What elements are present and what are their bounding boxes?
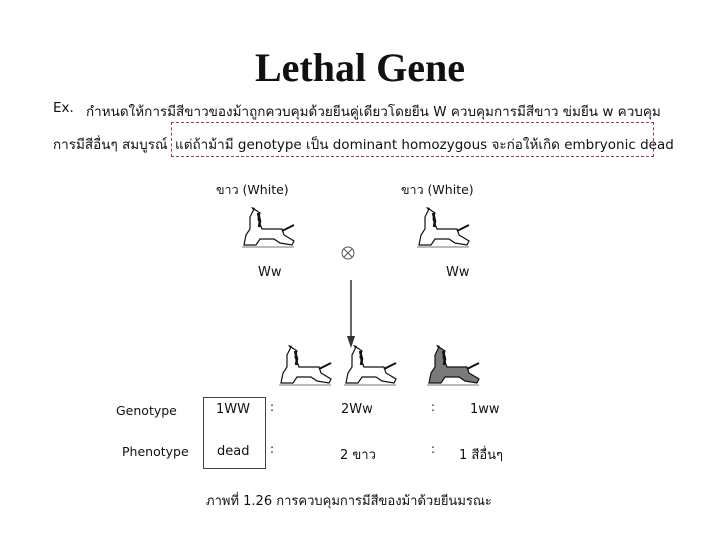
intro-line-2-prefix: การมีสีอื่นๆ สมบูรณ์ <box>53 137 168 153</box>
ratio-separator: : <box>431 442 436 456</box>
phenotype-row-label: Phenotype <box>122 444 189 459</box>
parent-2-horse-icon <box>413 205 473 249</box>
cross-symbol-icon <box>341 246 355 260</box>
example-label: Ex. <box>53 100 74 116</box>
parent-2-genotype: Ww <box>446 265 470 280</box>
offspring-1-horse-icon <box>275 343 335 387</box>
parent-1-genotype: Ww <box>258 265 282 280</box>
parent-1-label: ขาว (White) <box>216 182 289 197</box>
genotype-ww-dominant: 1WW <box>216 402 250 417</box>
genotype-row-label: Genotype <box>116 403 177 418</box>
phenotype-other-color: 1 สีอื่นๆ <box>459 448 504 463</box>
down-arrow-icon <box>346 280 356 348</box>
ratio-separator: : <box>431 400 436 414</box>
horse-shape <box>244 209 294 245</box>
ratio-separator: : <box>270 400 275 414</box>
genotype-ww-hetero: 2Ww <box>341 402 373 417</box>
genotype-ww-recessive: 1ww <box>470 402 500 417</box>
offspring-3-horse-icon <box>423 343 483 387</box>
phenotype-white: 2 ขาว <box>340 448 376 463</box>
intro-line-2-highlight: แต่ถ้าม้ามี genotype เป็น dominant homozygous จะก่อให้เกิด embryonic dead <box>175 137 674 153</box>
figure-caption: ภาพที่ 1.26 การควบคุมการมีสีของม้าด้วยยีนมรณะ <box>206 494 492 509</box>
offspring-2-horse-icon <box>340 343 400 387</box>
parent-2-label: ขาว (White) <box>401 182 474 197</box>
page-title: Lethal Gene <box>255 45 465 90</box>
parent-1-horse-icon <box>238 205 298 249</box>
intro-line-1: กำหนดให้การมีสีขาวของม้าถูกควบคุมด้วยยีนคู่เดียวโดยยีน W ควบคุมการมีสีขาว ข่มยีน w ควบคุม <box>86 104 661 120</box>
ratio-separator: : <box>270 442 275 456</box>
phenotype-dead: dead <box>217 444 250 459</box>
